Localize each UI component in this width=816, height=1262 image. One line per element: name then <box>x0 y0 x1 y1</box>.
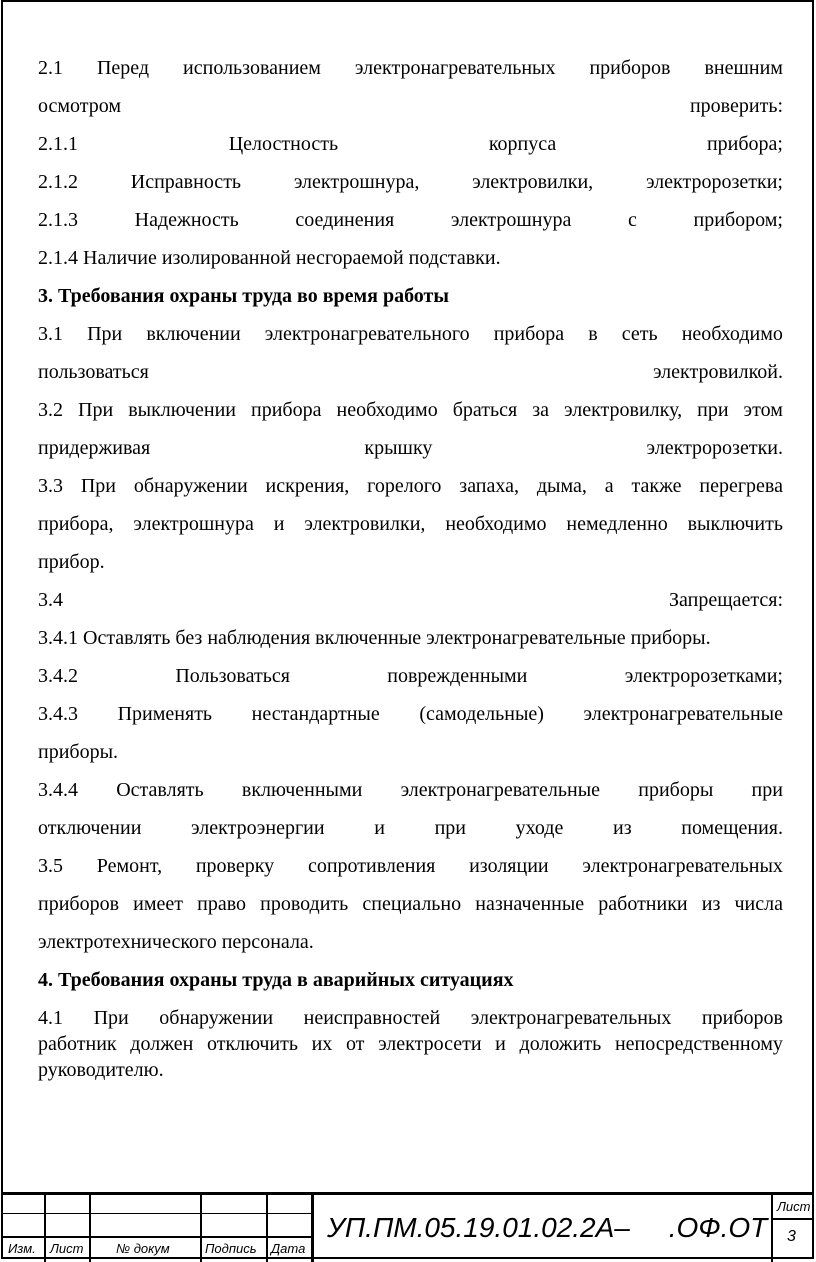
word: также <box>631 475 682 497</box>
word: назначенные <box>475 893 585 915</box>
word: 3.4.4 <box>38 779 78 801</box>
word: выключении <box>128 399 236 421</box>
text-line <box>38 133 783 156</box>
word: 3.2 <box>38 399 63 421</box>
text-line: 3.4.1 Оставлять без наблюдения включенные электронагревательные приборы. <box>38 627 711 649</box>
word: электросети <box>378 1033 482 1055</box>
word: 3.1 <box>38 323 63 345</box>
word: электророзетки. <box>646 437 783 459</box>
word: крышку <box>364 437 433 459</box>
word: обнаружении <box>159 1007 274 1029</box>
text-line <box>38 513 783 536</box>
word: Пользоваться <box>175 665 290 687</box>
word: приборов <box>38 893 120 915</box>
word: прибора; <box>706 133 783 155</box>
word: приборы <box>638 779 714 801</box>
text-line <box>38 399 783 422</box>
word: электронагревательные <box>400 779 601 801</box>
word: право <box>197 893 246 915</box>
stamp-label-data: Дата <box>271 1241 306 1256</box>
word: Запрещается: <box>669 589 783 611</box>
text-line: электротехнического персонала. <box>38 931 314 953</box>
text-line: 2.1.4 Наличие изолированной несгораемой подставки. <box>38 247 501 269</box>
word: проводить <box>260 893 349 915</box>
word: Применять <box>117 703 213 725</box>
word: 4.1 <box>38 1007 63 1029</box>
text-line <box>38 665 783 688</box>
word: перегрева <box>699 475 783 497</box>
word: 3.4.2 <box>38 665 78 687</box>
word: 3.5 <box>38 855 63 877</box>
text-line: прибор. <box>38 551 105 573</box>
word: приборов <box>701 1007 783 1029</box>
text-line <box>38 855 783 878</box>
word: электроэнергии <box>191 817 325 839</box>
text-line <box>38 361 783 384</box>
word: соединения <box>295 209 395 231</box>
word: Исправность <box>130 171 242 193</box>
text-line <box>38 1033 783 1056</box>
text-line: руководителю. <box>38 1059 164 1081</box>
word: доложить <box>519 1033 602 1055</box>
page-number: 3 <box>787 1228 796 1245</box>
word: включении <box>146 323 241 345</box>
word: При <box>80 475 117 497</box>
word: при <box>434 817 466 839</box>
word: с <box>628 209 637 231</box>
word: должен <box>130 1033 194 1055</box>
word: электронагревательного <box>264 323 470 345</box>
word: 2.1 <box>38 57 63 79</box>
word: Перед <box>96 57 150 79</box>
word: 2.1.1 <box>38 133 78 155</box>
word: из <box>612 817 632 839</box>
word: необходимо <box>445 513 547 535</box>
stamp-sheet-label: Лист <box>777 1199 811 1214</box>
stamp-label-dokum: № докум <box>116 1241 170 1256</box>
word: электровилки, <box>304 513 426 535</box>
stamp-column-line <box>311 1192 314 1262</box>
word: сеть <box>621 323 658 345</box>
word: электрошнура <box>133 513 254 535</box>
word: При <box>78 399 114 421</box>
stamp-column-line <box>200 1192 202 1262</box>
word: отключить <box>206 1033 298 1055</box>
word: отключении <box>38 817 142 839</box>
section-heading: 3. Требования охраны труда во время работы <box>38 285 449 307</box>
text-line <box>38 1007 783 1030</box>
word: запаха, <box>459 475 520 497</box>
text-line <box>38 323 783 346</box>
word: При <box>87 323 123 345</box>
word: нестандартные <box>251 703 380 725</box>
word: работник <box>38 1033 117 1055</box>
word: прибора <box>493 323 565 345</box>
word: имеет <box>133 893 183 915</box>
word: изоляции <box>469 855 549 877</box>
word: из <box>701 893 721 915</box>
word: электровилку, <box>564 399 683 421</box>
word: осмотром <box>38 95 122 117</box>
word: и <box>374 817 385 839</box>
word: (самодельные) <box>419 703 544 725</box>
word: необходимо <box>681 323 783 345</box>
word: Надежность <box>134 209 239 231</box>
word: от <box>345 1033 365 1055</box>
word: включенными <box>241 779 363 801</box>
word: прибора <box>251 399 322 421</box>
word: Оставлять <box>116 779 204 801</box>
text-line <box>38 475 783 498</box>
word: горелого <box>367 475 442 497</box>
word: уходе <box>515 817 564 839</box>
word: числа <box>734 893 783 915</box>
word: специально <box>362 893 462 915</box>
word: электронагревательные <box>583 703 783 725</box>
word: Целостность <box>228 133 339 155</box>
word: прибором; <box>693 209 783 231</box>
stamp-column-line <box>771 1192 773 1262</box>
word: электровилкой. <box>652 361 783 383</box>
word: электрошнура <box>450 209 572 231</box>
text-line <box>38 437 783 460</box>
word: работники <box>598 893 688 915</box>
word: проверку <box>195 855 275 877</box>
word: и <box>495 1033 506 1055</box>
stamp-label-izm: Изм. <box>8 1241 36 1256</box>
stamp-label-podpis: Подпись <box>205 1241 257 1256</box>
word: обнаружении <box>133 475 248 497</box>
text-line <box>38 95 783 118</box>
word: при <box>697 399 729 421</box>
word: 2.1.3 <box>38 209 78 231</box>
text-line <box>38 817 783 840</box>
word: их <box>311 1033 333 1055</box>
word: корпуса <box>488 133 557 155</box>
text-line <box>38 57 783 80</box>
stamp-sheet-divider <box>772 1218 814 1220</box>
text-line <box>38 209 783 232</box>
word: в <box>588 323 598 345</box>
word: искрения, <box>265 475 350 497</box>
word: необходимо <box>336 399 438 421</box>
text-line <box>38 703 783 726</box>
word: Ремонт, <box>96 855 163 877</box>
word: этом <box>743 399 783 421</box>
word: электровилки, <box>472 171 594 193</box>
word: пользоваться <box>38 361 149 383</box>
word: При <box>93 1007 129 1029</box>
word: электронагревательных <box>582 855 783 877</box>
word: выключить <box>687 513 783 535</box>
word: 3.4 <box>38 589 63 611</box>
document-code: УП.ПМ.05.19.01.02.2А– .ОФ.ОТ <box>327 1212 768 1243</box>
word: электронагревательных <box>354 57 556 79</box>
word: а <box>604 475 614 497</box>
stamp-column-line <box>89 1192 91 1262</box>
word: электрошнура, <box>293 171 420 193</box>
word: приборов <box>589 57 671 79</box>
stamp-column-line <box>44 1192 46 1262</box>
word: за <box>532 399 549 421</box>
word: 3.4.3 <box>38 703 78 725</box>
text-line <box>38 589 783 612</box>
word: прибора, <box>38 513 114 535</box>
word: электророзетки; <box>645 171 783 193</box>
section-heading: 4. Требования охраны труда в аварийных ситуациях <box>38 969 514 991</box>
word: поврежденными <box>387 665 528 687</box>
word: помещения. <box>681 817 783 839</box>
word: браться <box>452 399 518 421</box>
text-line <box>38 171 783 194</box>
text-line <box>38 893 783 916</box>
word: немедленно <box>566 513 668 535</box>
word: электророзетками; <box>624 665 783 687</box>
word: неисправностей <box>303 1007 441 1029</box>
stamp-top-border <box>1 1192 814 1195</box>
word: придерживая <box>38 437 151 459</box>
text-line: приборы. <box>38 741 119 763</box>
word: 2.1.2 <box>38 171 78 193</box>
word: использованием <box>183 57 321 79</box>
word: дыма, <box>536 475 587 497</box>
word: при <box>751 779 783 801</box>
word: электронагревательных <box>470 1007 672 1029</box>
word: и <box>273 513 285 535</box>
word: внешним <box>704 57 783 79</box>
word: сопротивления <box>307 855 436 877</box>
text-line <box>38 779 783 802</box>
word: 3.3 <box>38 475 63 497</box>
stamp-column-line <box>266 1192 268 1262</box>
word: непосредственному <box>614 1033 783 1055</box>
stamp-label-list: Лист <box>50 1241 84 1256</box>
word: проверить: <box>689 95 783 117</box>
